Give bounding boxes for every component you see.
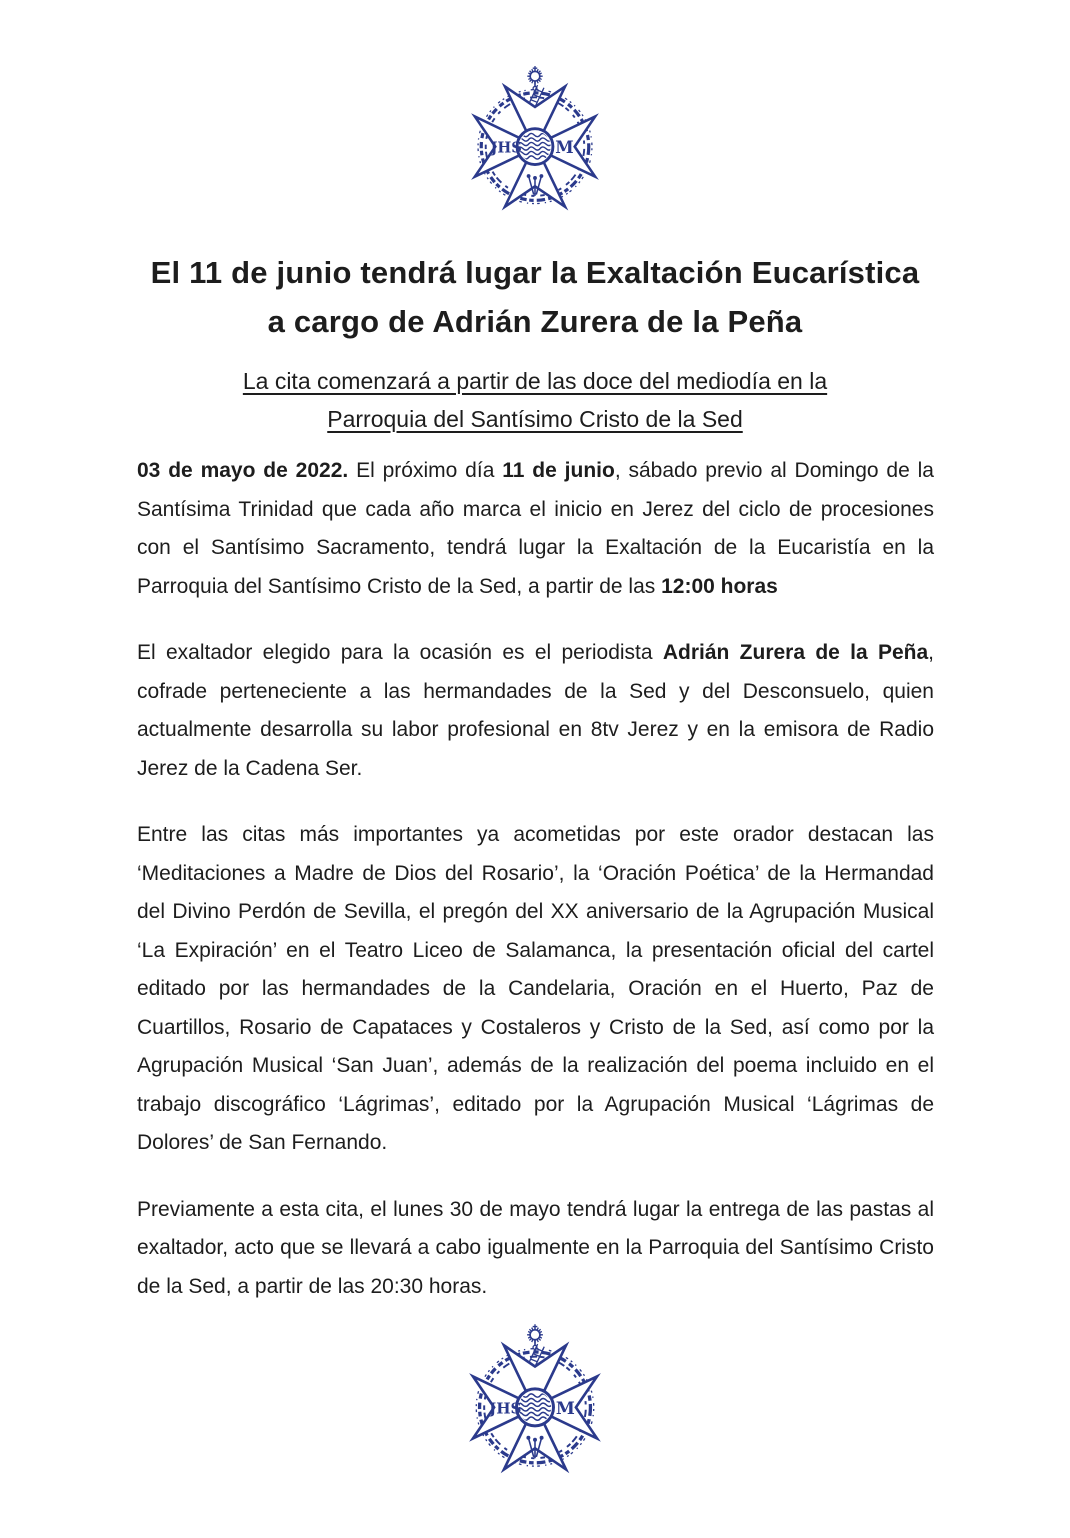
paragraph-date-announcement: 03 de mayo de 2022. El próximo día 11 de junio, sábado previo al Domingo de la Santísima Trinidad que cada año marca el inicio en Jerez del ciclo de procesiones con el Santísimo Sacramento, tendrá lugar la Exaltación de la Eucaristía en la Parroquia del Santísimo Cristo de la Sed, a partir de las 12:00 horas	[137, 459, 934, 598]
paragraph-pastas-event: Previamente a esta cita, el lunes 30 de mayo tendrá lugar la entrega de las pastas al exaltador, acto que se llevará a cabo igualmente en la Parroquia del Santísimo Cristo de la Sed, a partir de las 20:30 horas.	[137, 1197, 934, 1298]
brotherhood-emblem-icon	[469, 1320, 601, 1475]
brotherhood-emblem-top	[0, 62, 1070, 212]
headline	[0, 248, 1070, 346]
paragraph-career: Entre las citas más importantes ya acometidas por este orador destacan las ‘Meditaciones a Madre de Dios del Rosario’, la ‘Oración Poética’ de la Hermandad del Divino Perdón de Sevilla, el pregón del XX aniversario de la Agrupación Musical ‘La Expiración’ en el Teatro Liceo de Salamanca, la presentación oficial del cartel editado por las hermandades de la Candelaria, Oración en el Huerto, Paz de Cuartillos, Rosario de Capataces y Costaleros y Cristo de la Sed, así como por la Agrupación Musical ‘San Juan’, además de la realización del poema incluido en el trabajo discográfico ‘Lágrimas’, editado por la Agrupación Musical ‘Lágrimas de Dolores’ de San Fernando.	[137, 823, 934, 1154]
subheadline-line1: La cita comenzará a partir de las doce del mediodía en la	[242, 368, 828, 394]
brotherhood-emblem-icon	[471, 62, 599, 212]
body-text	[137, 452, 934, 1334]
brotherhood-emblem-bottom	[0, 1320, 1070, 1475]
headline-line2: a cargo de Adrián Zurera de la Peña	[267, 304, 803, 339]
jhs-monogram: JHS	[490, 139, 522, 157]
subheadline	[0, 362, 1070, 438]
subheadline-line2: Parroquia del Santísimo Cristo de la Sed	[327, 406, 743, 432]
headline-line1: El 11 de junio tendrá lugar la Exaltación Eucarística	[150, 255, 920, 290]
maria-monogram: M	[555, 137, 574, 157]
monstrance-icon	[527, 66, 542, 93]
paragraph-speaker: El exaltador elegido para la ocasión es el periodista Adrián Zurera de la Peña, cofrade perteneciente a las hermandades de la Sed y del Desconsuelo, quien actualmente desarrolla su labor profesional en 8tv Jerez y en la emisora de Radio Jerez de la Cadena Ser.	[137, 641, 934, 780]
